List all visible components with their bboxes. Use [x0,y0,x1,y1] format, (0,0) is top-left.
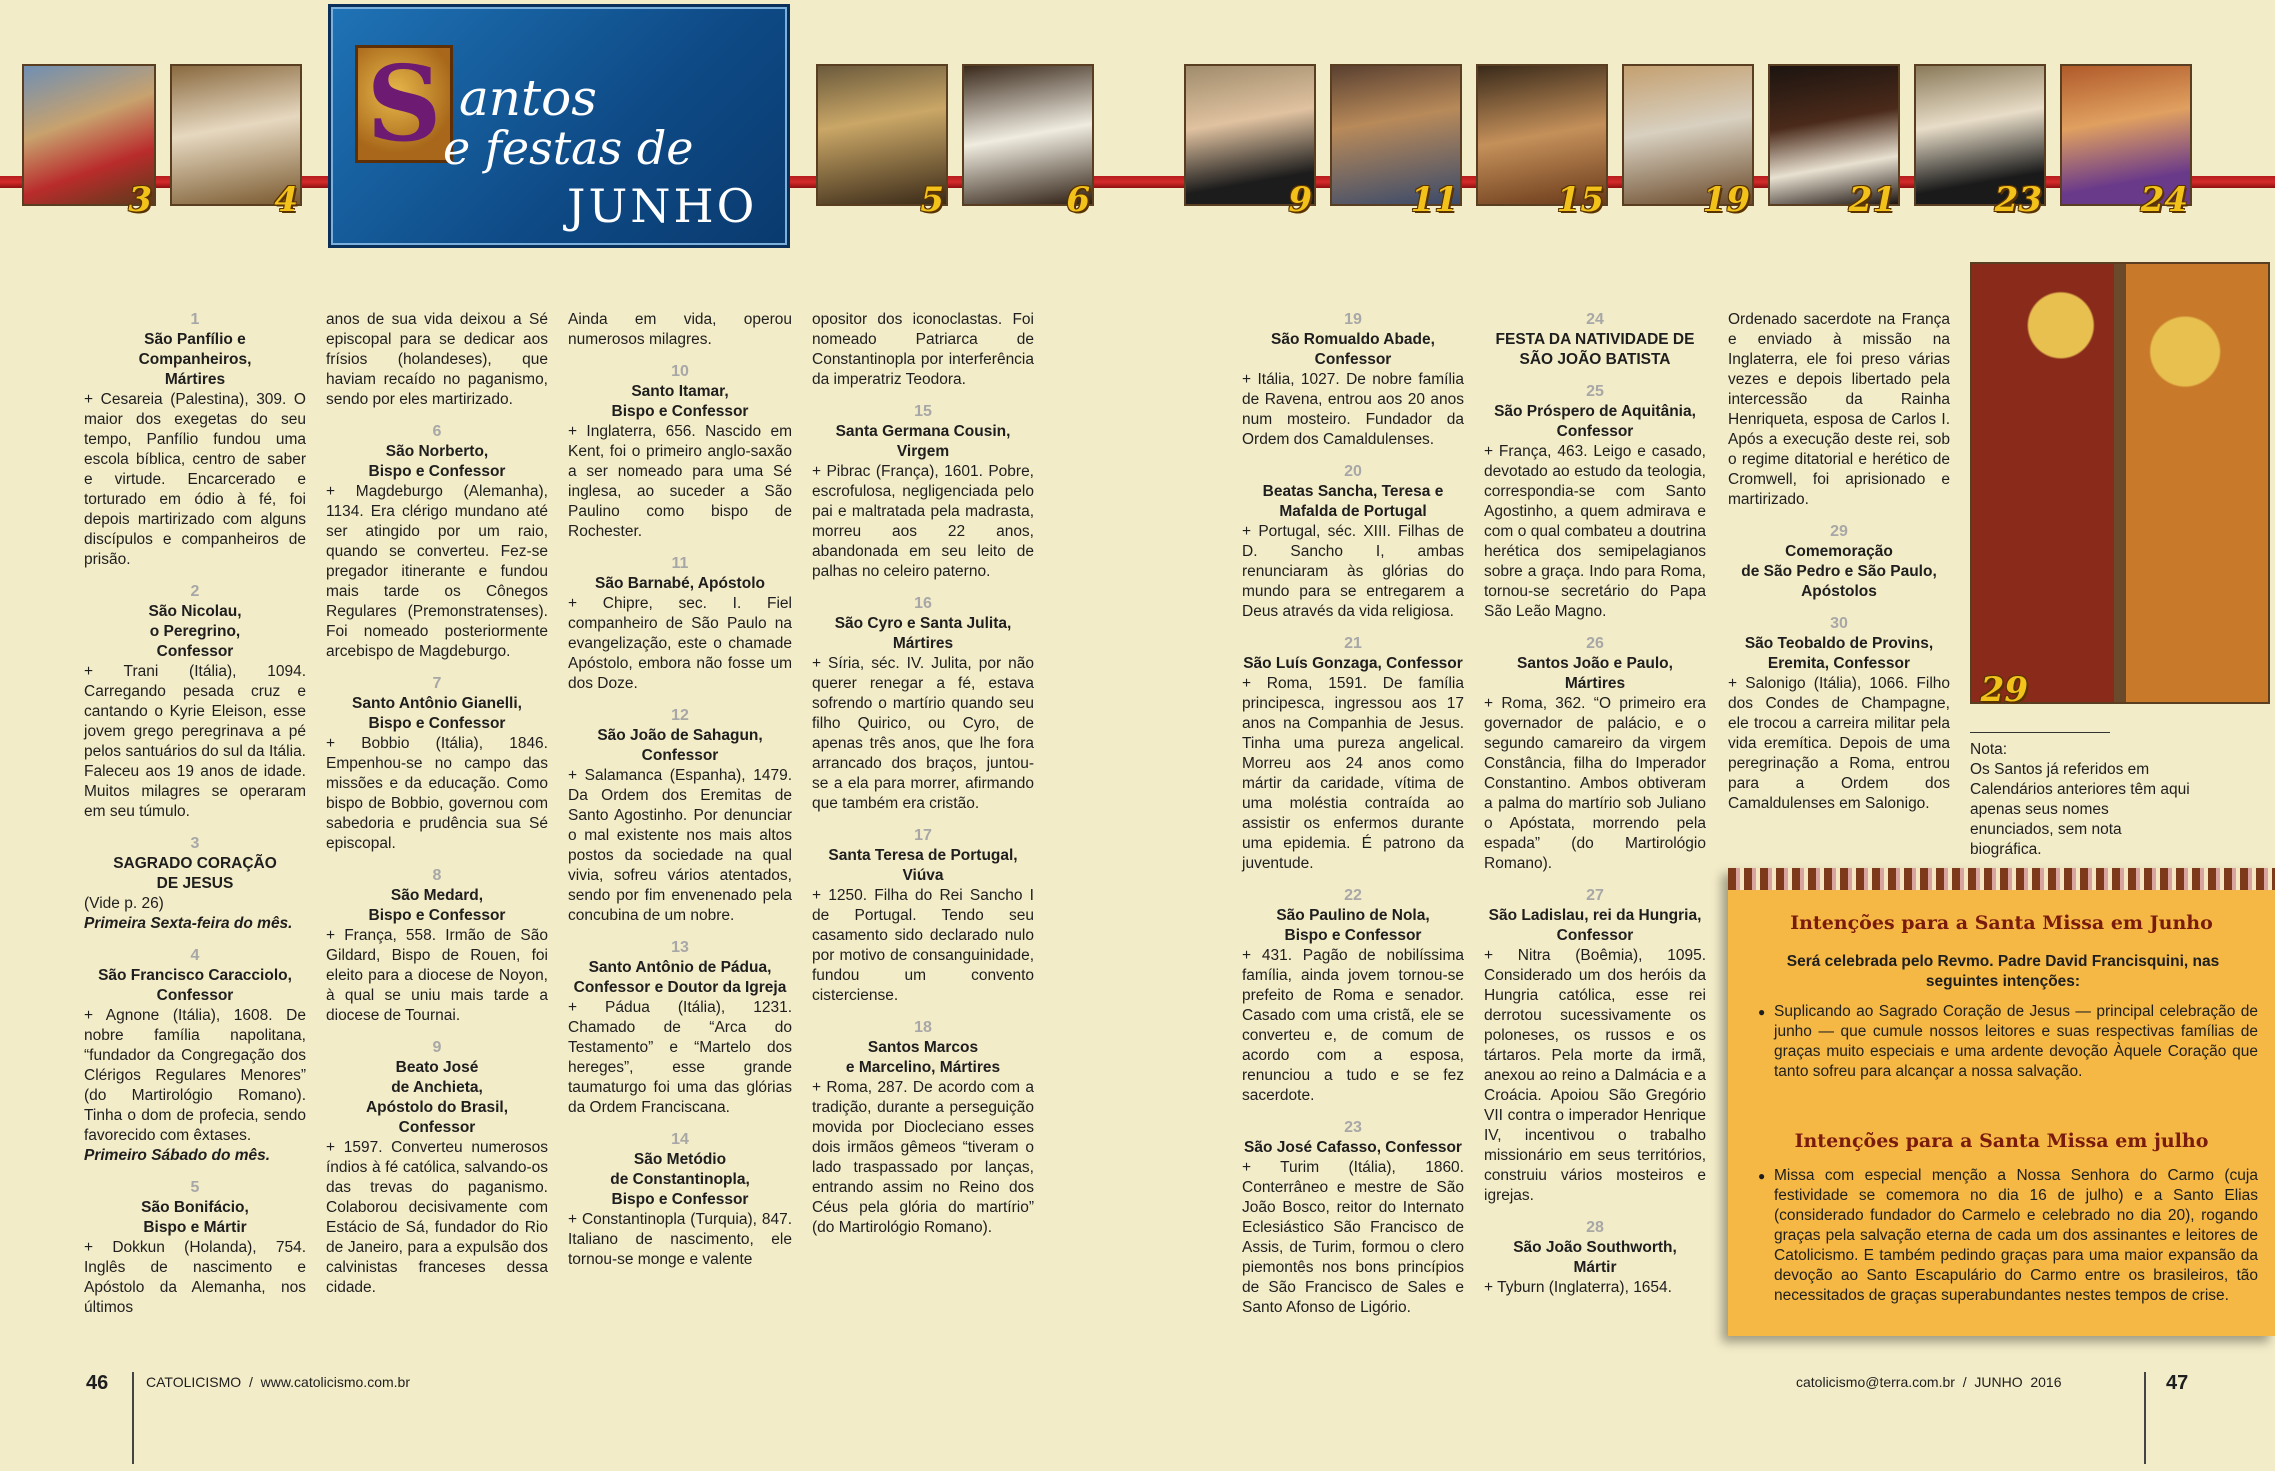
day-number: 15 [1556,180,1604,220]
saint-bio: + 1597. Converteu numerosos índios à fé católica, salvando-os das trevas do paganismo. Colaborou decisivamente com Estácio de Sá, fundador do Rio de Janeiro, para a expulsão dos calvinistas franceses dessa cidade. [326,1139,548,1296]
saint-bio: + Nitra (Boêmia), 1095. Considerado um dos heróis da Hungria católica, esse rei derrotou sucessivamente os poloneses, os russos e os tártaros. Pela morte da irmã, anexou ao reino a Dalmácia e a Croácia. Apoiou São Gregório VII contra o imperador Henrique IV, incentivou o trabalho missionário em seus territórios, construiu vários mosteiros e igrejas. [1484,947,1706,1204]
day-number: 21 [1848,180,1896,220]
day-heading: 2 [190,583,200,600]
saint-name: São Luís Gonzaga, Confessor [1243,655,1463,672]
saint-name: São Cyro e Santa Julita, Mártires [834,615,1012,652]
saint-bio: + Salonigo (Itália), 1066. Filho dos Condes de Champagne, ele trocou a carreira militar pela vida eremítica. Depois de uma peregrinação a Roma, entrou para a Ordem dos Camaldulenses em Salonigo. [1728,675,1950,812]
day-heading: 6 [432,423,442,440]
day-number: 19 [1702,180,1750,220]
saint-name: São José Cafasso, Confessor [1244,1139,1462,1156]
saints-column-3 [568,310,792,1270]
day-number: 11 [1410,180,1458,220]
saint-name: São Medard, Bispo e Confessor [368,887,506,924]
day-heading: 24 [1586,311,1604,328]
day-heading: 9 [432,1039,442,1056]
note: Nota: Os Santos já referidos em Calendários anteriores têm aqui apenas seus nomes enunciados, sem nota biográfica. [1970,741,2190,858]
saints-column-1 [84,310,306,1318]
saint-bio: + Salamanca (Espanha), 1479. Da Ordem dos Eremitas de Santo Agostinho. Por denunciar o mal existente nos mais altos postos da sociedade na qual vivia, sofreu vários atentados, sendo por fim envenenado pela concubina de um nobre. [568,767,792,924]
day-heading: 29 [1830,523,1848,540]
day-number: 5 [920,180,944,220]
liturgical-note: Primeira Sexta-feira do mês. [84,915,293,932]
june-intentions-subtitle: Será celebrada pelo Revmo. Padre David Francisquini, nas seguintes intenções: [1786,953,2220,990]
day-heading: 15 [914,403,932,420]
saint-bio: + Itália, 1027. De nobre família de Ravena, entrou aos 20 anos num mosteiro. Fundador da Ordem dos Camaldulenses. [1242,371,1464,448]
saint-name: São Panfílio e Companheiros, Mártires [138,331,252,388]
saint-bio: (Vide p. 26) [84,895,164,912]
saint-bio: + 431. Pagão de nobilíssima família, ainda jovem tornou-se prefeito de Roma e senador. Casado com uma cristã, ele se converteu e, de comum de acordo com a esposa, renunciou a tudo e se fez sacerdote. [1242,947,1464,1104]
saints-column-2 [326,310,548,1298]
saint-bio: + França, 463. Leigo e casado, devotado ao estudo da teologia, correspondia-se com Santo Agostinho, a quem admirava e com o qual combateu a doutrina herética dos semipelagianos sobre a graça. Indo para Roma, tornou-se secretário do Papa São Leão Magno. [1484,443,1706,620]
saints-column-7 [1728,310,1950,814]
saints-column-6 [1484,310,1706,1298]
saint-name: Santos João e Paulo, Mártires [1517,655,1673,692]
day-heading: 20 [1344,463,1362,480]
saint-bio: + 1250. Filha do Rei Sancho I de Portugal. Tendo seu casamento sido declarado nulo por motivo de consanguinidade, fundou um convento cisterciense. [812,887,1034,1004]
title-box [328,4,790,248]
saint-name: SAGRADO CORAÇÃO DE JESUS [113,855,277,892]
saint-name: São Nicolau, o Peregrino, Confessor [148,603,242,660]
saint-bio: + Roma, 1591. De família principesca, ingressou aos 17 anos na Companhia de Jesus. Tinha uma pureza angelical. Morreu aos 24 anos como mártir da caridade, vítima de uma moléstia contraída ao assistir os enfermos durante uma epidemia. É patrono da juventude. [1242,675,1464,872]
page-number-right: 47 [2166,1372,2189,1394]
saint-name: São Romualdo Abade, Confessor [1271,331,1435,368]
footer-rule-left [132,1372,134,1464]
saint-name: São João Southworth, Mártir [1513,1239,1677,1276]
day-heading: 1 [190,311,200,328]
day-heading: 25 [1586,383,1604,400]
saint-bio: + Portugal, séc. XIII. Filhas de D. Sancho I, ambas renunciaram às glórias do mundo para se entregarem a Deus através da vida religiosa. [1242,523,1464,620]
day-heading: 3 [190,835,200,852]
painting-peter-paul [1970,262,2270,710]
saint-bio: + Dokkun (Holanda), 754. Inglês de nascimento e Apóstolo da Alemanha, nos últimos [84,1239,306,1316]
day-number: 23 [1994,180,2042,220]
footer-right-text: catolicismo@terra.com.br / JUNHO 2016 [1796,1374,2062,1390]
july-intention-item: ● Missa com especial menção a Nossa Senhora do Carmo (cuja festividade se comemora no dia 16 de julho) e a Santo Elias (considerado fundador do Carmelo e celebrado no dia 20), rogando graças pela salvação eterna de cada um dos assinantes e leitores de Catolicismo. E também pedindo graças para uma maior expansão da devoção ao Santo Escapulário do Carmo entre os brasileiros, tão necessitados de graças superabundantes nestes tempos de crise. [1758,1166,2258,1306]
saint-name: Beato José de Anchieta, Apóstolo do Brasil, Confessor [365,1059,509,1136]
july-intentions-title: Intenções para a Santa Missa em julho [1794,1130,2209,1152]
mass-intentions-box [1728,868,2275,1336]
day-number: 24 [2140,180,2188,220]
day-heading: 18 [914,1019,932,1036]
day-heading: 22 [1344,887,1362,904]
day-heading: 16 [914,595,932,612]
illuminated-dropcap: S [355,45,453,163]
saint-name: São Bonifácio, Bispo e Mártir [141,1199,249,1236]
saints-column-5 [1242,310,1464,1318]
saint-bio: + Constantinopla (Turquia), 847. Italiano de nascimento, ele tornou-se monge e valente [568,1211,792,1268]
saint-bio: opositor dos iconoclastas. Foi nomeado Patriarca de Constantinopla por interferência da imperatriz Teodora. [812,311,1034,388]
saint-name: FESTA DA NATIVIDADE DE SÃO JOÃO BATISTA [1495,331,1695,368]
day-number: 9 [1288,180,1312,220]
saints-column-4 [812,310,1034,1238]
saint-bio: + Magdeburgo (Alemanha), 1134. Era clérigo mundano até ser atingido por um raio, quando se converteu. Fez-se pregador itinerante e fundou mais tarde os Cônegos Regulares (Premonstratenses). Foi nomeado posteriormente arcebispo de Magdeburgo. [326,483,548,660]
day-heading: 30 [1830,615,1848,632]
saint-name: São Barnabé, Apóstolo [595,575,765,592]
day-heading: 8 [432,867,442,884]
day-heading: 26 [1586,635,1604,652]
saint-bio: + Inglaterra, 656. Nascido em Kent, foi o primeiro anglo-saxão a ser nomeado para uma Sé inglesa, ao suceder a São Paulino como bispo de Rochester. [568,423,792,540]
saint-bio: + Pibrac (França), 1601. Pobre, escrofulosa, negligenciada pelo pai e maltratada pela madrasta, morreu aos 22 anos, abandonada em seu leito de palhas no celeiro paterno. [812,463,1034,580]
title-line-1: antos [459,69,597,127]
day-heading: 13 [671,939,689,956]
day-heading: 7 [432,675,442,692]
saint-name: São Ladislau, rei da Hungria, Confessor [1488,907,1702,944]
day-number: 29 [1980,670,2028,710]
day-heading: 5 [190,1179,200,1196]
saint-bio: + Chipre, sec. I. Fiel companheiro de São Paulo na evangelização, este o chamade Apóstolo, embora não fosse um dos Doze. [568,595,792,692]
saint-name: São Francisco Caracciolo, Confessor [98,967,292,1004]
day-heading: 21 [1344,635,1362,652]
day-number: 4 [274,180,298,220]
page-number-left: 46 [86,1372,109,1394]
saint-name: Santos Marcos e Marcelino, Mártires [845,1039,1001,1076]
day-heading: 12 [671,707,689,724]
day-heading: 23 [1344,1119,1362,1136]
saint-bio: Ordenado sacerdote na França e enviado à missão na Inglaterra, ele foi preso várias vezes e depois libertado pela intercessão da Rainha Henriqueta, esposa de Carlos I. Após a execução deste rei, sob o regime ditatorial e herético de Cromwell, foi aprisionado e martirizado. [1728,311,1950,508]
day-heading: 27 [1586,887,1604,904]
saint-name: São Norberto, Bispo e Confessor [368,443,506,480]
title-line-2: e festas de [443,121,694,175]
saint-bio: + Agnone (Itália), 1608. De nobre família napolitana, “fundador da Congregação dos Clérigos Regulares Menores” (do Martirológio Romano). Tinha o dom de profecia, sendo favorecido com êxtases. [84,1007,306,1144]
day-heading: 28 [1586,1219,1604,1236]
june-intention-item: ● Suplicando ao Sagrado Coração de Jesus — principal celebração de junho — que cumule nossos leitores e suas respectivas famílias de graças muito especiais e uma ardente devoção Àquele Coração que tanto sofreu para alcançar a nossa salvação. [1758,1002,2258,1082]
saint-bio: + Trani (Itália), 1094. Carregando pesada cruz e cantando o Kyrie Eleison, esse jovem grego peregrinava a pé pelos santuários do sul da Itália. Faleceu aos 19 anos de idade. Muitos milagres se operaram em seu túmulo. [84,663,306,820]
decorative-border [1728,868,2275,890]
saint-bio: + Turim (Itália), 1860. Conterrâneo e mestre de São João Bosco, reitor do Internato Eclesiástico São Francisco de Assis, de Turim, formou o clero piemontês nos bons princípios de São Francisco de Sales e Santo Afonso de Ligório. [1242,1159,1464,1316]
june-intentions-title: Intenções para a Santa Missa em Junho [1790,912,2213,934]
day-heading: 11 [671,555,689,572]
day-heading: 4 [190,947,200,964]
saint-bio: + Roma, 362. “O primeiro era governador de palácio, e o segundo camareiro da virgem Constância, filha do Imperador Constantino. Ambos obtiveram a palma do martírio sob Juliano o Apóstata, morrendo pela espada” (do Martirológio Romano). [1484,695,1706,872]
saint-bio: + França, 558. Irmão de São Gildard, Bispo de Rouen, foi eleito para a diocese de Noyon, à qual se uniu mais tarde a diocese de Tournai. [326,927,548,1024]
saint-name: São Metódio de Constantinopla, Bispo e Confessor [610,1151,750,1208]
saint-name: Santa Teresa de Portugal, Viúva [828,847,1018,884]
footer-rule-right [2144,1372,2146,1464]
saint-name: Santo Itamar, Bispo e Confessor [611,383,749,420]
saint-bio: + Cesareia (Palestina), 309. O maior dos exegetas do seu tempo, Panfílio fundou uma escola bíblica, centro de saber e virtude. Encarcerado e torturado em ódio à fé, foi depois martirizado com alguns discípulos e companheiros de prisão. [84,391,306,568]
liturgical-note: Primeiro Sábado do mês. [84,1147,271,1164]
title-month: JUNHO [567,179,758,233]
saint-name: São Próspero de Aquitânia, Confessor [1494,403,1696,440]
saint-bio: + Síria, séc. IV. Julita, por não querer renegar a fé, estava sofrendo o martírio quando seu filho Quirico, ou Cyro, de apenas três anos, que lhe fora arrancado dos braços, juntou-se a ela para morrer, afirmando que também era cristão. [812,655,1034,812]
saint-name: Santa Germana Cousin, Virgem [835,423,1011,460]
day-number: 3 [128,180,152,220]
saint-name: São Teobaldo de Provins, Eremita, Confessor [1744,635,1934,672]
saint-bio: + Bobbio (Itália), 1846. Empenhou-se no campo das missões e da educação. Como bispo de Bobbio, governou com sabedoria e prudência sua Sé episcopal. [326,735,548,852]
saint-bio: + Tyburn (Inglaterra), 1654. [1484,1279,1672,1296]
saint-name: São Paulino de Nola, Bispo e Confessor [1276,907,1430,944]
note-divider [1970,732,2110,733]
saint-bio: anos de sua vida deixou a Sé episcopal para se dedicar aos frísios (holandeses), que haviam recaído no paganismo, sendo por eles martirizado. [326,311,548,408]
saint-bio: + Roma, 287. De acordo com a tradição, durante a perseguição movida por Diocleciano esses dois irmãos gêmeos “tiveram o lado traspassado por lanças, entrando assim no Reino dos Céus pela glória do martírio” (do Martirológio Romano). [812,1079,1034,1236]
day-heading: 19 [1344,311,1362,328]
saint-name: Santo Antônio Gianelli, Bispo e Confessor [352,695,522,732]
saint-name: São João de Sahagun, Confessor [597,727,763,764]
saint-bio: + Pádua (Itália), 1231. Chamado de “Arca do Testamento” e “Martelo dos hereges”, esse grande taumaturgo foi uma das glórias da Ordem Franciscana. [568,999,792,1116]
saint-bio: Ainda em vida, operou numerosos milagres. [568,311,792,348]
day-heading: 10 [671,363,689,380]
day-number: 6 [1066,180,1090,220]
saint-name: Beatas Sancha, Teresa e Mafalda de Portugal [1262,483,1444,520]
saint-name: Santo Antônio de Pádua, Confessor e Doutor da Igreja [573,959,787,996]
saint-name: Comemoração de São Pedro e São Paulo, Apóstolos [1741,543,1937,600]
footer-left-text: CATOLICISMO / www.catolicismo.com.br [146,1374,410,1390]
day-heading: 17 [914,827,932,844]
day-heading: 14 [671,1131,689,1148]
